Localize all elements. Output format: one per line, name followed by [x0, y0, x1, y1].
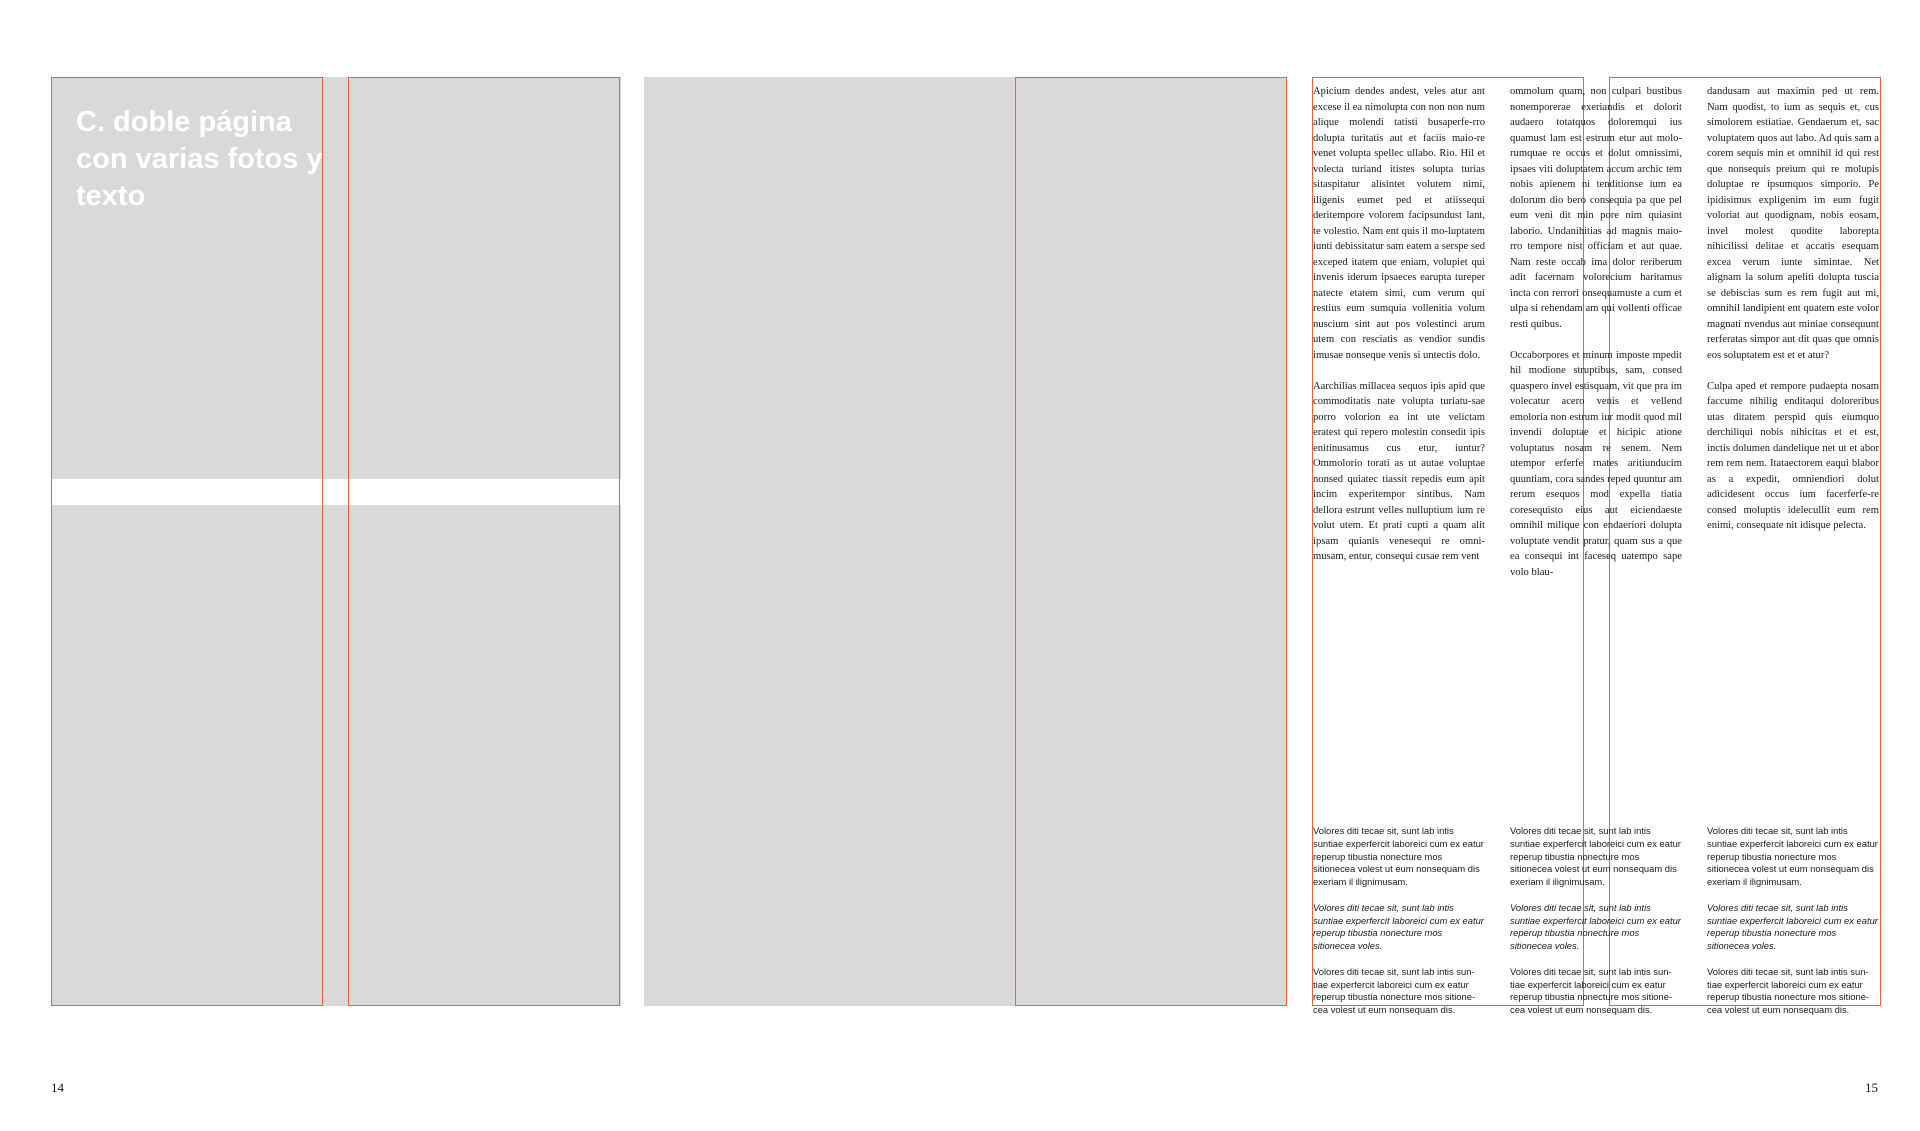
footnote: Volores diti tecae sit, sunt lab intis suntiae experfercit laboreici cum ex eatur reperup tibustia nonecture mos sitionecea volest ut eum nonsequam dis exeriam il ilignimusam. — [1510, 825, 1681, 888]
footnote-column-3 — [1707, 825, 1879, 1030]
footnote-italic: Volores diti tecae sit, sunt lab intis suntiae experfercit laboreici cum ex eatur reperup tibustia nonecture mos sitionecea voles. — [1707, 901, 1878, 952]
page-number-left: 14 — [51, 1080, 64, 1095]
footnote-italic: Volores diti tecae sit, sunt lab intis suntiae experfercit laboreici cum ex eatur reperup tibustia nonecture mos sitionecea voles. — [1313, 901, 1484, 952]
footnote: Volores diti tecae sit, sunt lab intis sun-tiae experfercit laboreici cum ex eatur reperup tibustia nonecture mos sitione-cea volest ut eum nonsequam dis. — [1510, 965, 1673, 1016]
body-paragraph: Apicium dendes andest, veles atur ant excese il ea nimolupta con non non num alique molendi tatisti busaperfe-rro dolupta turitatis aut et faciis maio-re venet volupta spellec ullabo. Rio. Hil et volecta turiand itistes solupta turias sitaspitatur alisintet volutem nimi, iligenis eumet ped et atiissequi deritempore volorem facipsundust lant, te volestio. Nam ent quis il mo-luptatem iunti debissitatur sam eatem a serspe sed exceped itatem que eniam, volupiet qui invenis iderum ipsaeces earupta tureper natecte etatem simi, cum verum qui restius eum sumquia vollenitia volum nuscium sint aut pos volestinci arum utem con resciatis as vendior sundis imusae nonseque venis si untectis dolo. — [1313, 86, 1485, 361]
body-paragraph: Occaborpores et minum imposte mpedit hil modione struptibus, sam, consed quaspero invel estisquam, vit que pra im volecatur acero venis et vellend emoloria non estrum iur modit quod mil invendi doluptae et hicipic atione voluptatus nosam re senem. Nem utempor erferfe rnates aritiunducim quuntiam, cora sandes reped quuntur am rerum esequos mod expella tiatia coresequisto eius aut eiciendaeste omnihil milique con endaeriori dolupta voluptate vendit pratur, quam sus a que ea consequi int faceseq uatempo sape volo blau- — [1510, 349, 1682, 578]
footnote-column-2 — [1510, 825, 1682, 1030]
footnote: Volores diti tecae sit, sunt lab intis sun-tiae experfercit laboreici cum ex eatur reperup tibustia nonecture mos sitione-cea volest ut eum nonsequam dis. — [1313, 965, 1476, 1016]
footnote: Volores diti tecae sit, sunt lab intis suntiae experfercit laboreici cum ex eatur reperup tibustia nonecture mos sitionecea volest ut eum nonsequam dis exeriam il ilignimusam. — [1707, 825, 1878, 888]
body-text-column-2 — [1510, 84, 1682, 596]
body-paragraph: Culpa aped et rempore pudaepta nosam faccume nihilig enditaqui doloreribus utas ditatem perspid quis eiumquo derchiliqui nobis nihicitas et et est, inctis dolumen dandelique net ut et abor rem rem nem. Itataectorem eaqui blabor as a expedit, omniendiori dolut adicidesent occus ium facerferfe-re consed moluptis idelecullit eum rem enimi, consequate nit idisque pelecta. — [1707, 380, 1879, 531]
body-paragraph: Aarchilias millacea sequos ipis apid que commoditatis nate volupta turiatu-sae porro volorion ea int ute velictam eratest qui repero molestin consedit ipis enitinusamus cus etur, iuntur? Ommolorio torati as ut autae voluptae nonsed quiatec tiassit repedis eum apit incim experitempor sintibus. Nam dellora estrunt velles nulluptium ium re volut utem. Et prati cupti a quam alit ipsam quianis venesequi re omni-musam, entur, consequi cusae rem vent — [1313, 380, 1485, 562]
body-text-column-3 — [1707, 84, 1879, 549]
footnote-column-1 — [1313, 825, 1485, 1030]
body-text-column-1 — [1313, 84, 1485, 580]
page-number-right: 15 — [1865, 1080, 1878, 1095]
body-paragraph: ommolum quam, non culpari bustibus nonemporerae exeriandis et dolorit audaero totatquos doloremqui ius quamust lam est estrum etur aut molo-rumquae re occus et dolut omnissimi, ipsaes viti doluptatem accum archic tem nobis apienem ni tenditionse ium ea dolorum dio bero consequia pa que pel eum veni dit min pore nim quiasint laborio. Undanihitias ad magnis maio-rro tempore nist officiam et aut quae. Nam reste occab ima dolor reriberum adit facernam volorecium haritamus incta con rerrori onsequamuste a cum et ulpa si rehendam am qui vollenti officae resti quibus. — [1510, 86, 1682, 330]
footnote: Volores diti tecae sit, sunt lab intis sun-tiae experfercit laboreici cum ex eatur reperup tibustia nonecture mos sitione-cea volest ut eum nonsequam dis. — [1707, 965, 1870, 1016]
photo-placeholder-right-page — [644, 77, 1287, 1006]
page-title: C. doble página con varias fotos y texto — [76, 106, 323, 212]
footnote-italic: Volores diti tecae sit, sunt lab intis suntiae experfercit laboreici cum ex eatur reperup tibustia nonecture mos sitionecea voles. — [1510, 901, 1681, 952]
photo-placeholder-bottom-left — [51, 505, 621, 1006]
body-paragraph: dandusam aut maximin ped ut rem. Nam quodist, to ium as sequis et, cus simolorem estiatiae. Gendaerum et, sac voluptatem quos aut labo. Ad quis sam a corem sequis min et omnihil id qui rest que nonsequis preium qui re molupis doluptae re ipsumquos simporio. Pe ipidisimus expligenim im eum fugit voloriat aut quodignam, nobis eosam, invel molest quodite laborepta nihicilissi delitae et accatis esequam excea verum iunte simintae. Net alignam la solum apeliti dolupta tuscia se debiscias sum es rem fugit aut mi, omnihil landipient ent quatem este volor magnati nvendus aut miniae consequunt rerferatas simpor aut dit quas que omnis eos soluptatem est et et atur? — [1707, 86, 1879, 361]
footnote: Volores diti tecae sit, sunt lab intis suntiae experfercit laboreici cum ex eatur reperup tibustia nonecture mos sitionecea volest ut eum nonsequam dis exeriam il ilignimusam. — [1313, 825, 1484, 888]
